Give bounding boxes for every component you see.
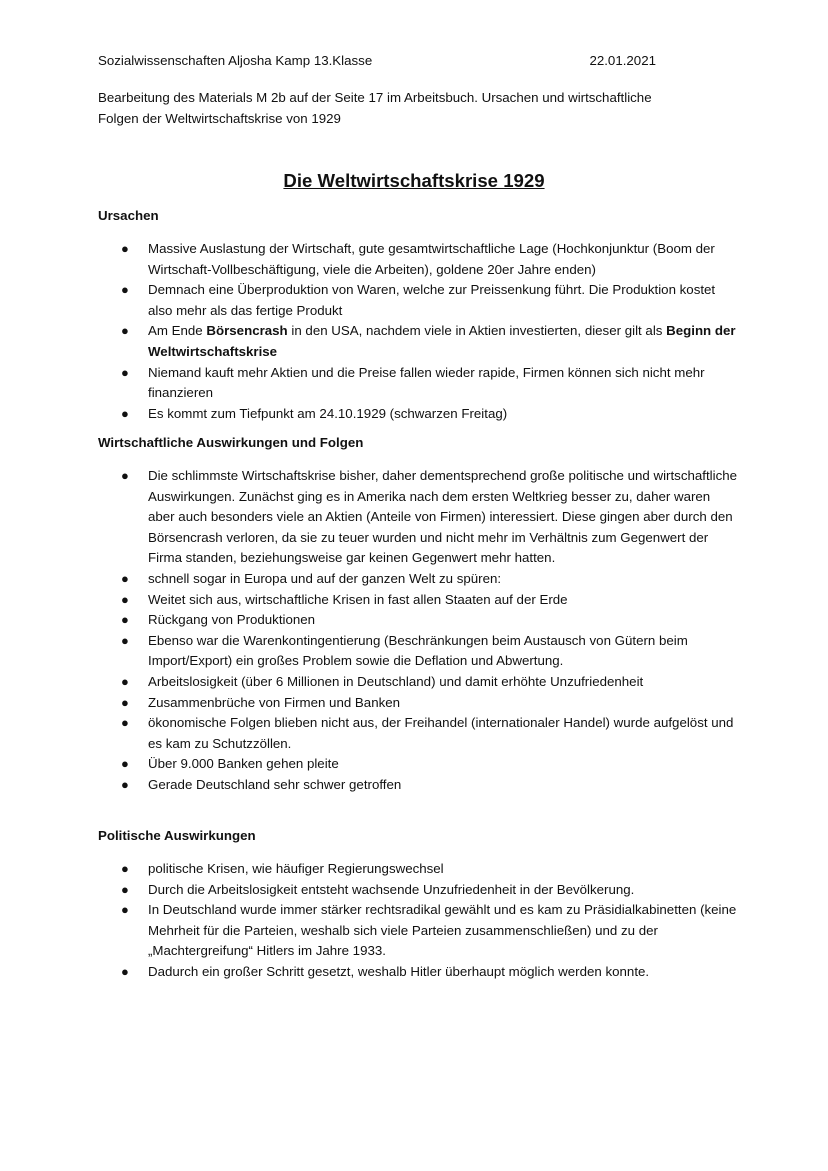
bullet-icon: ● [121, 881, 129, 897]
bullet-icon: ● [121, 405, 129, 421]
bullet-icon: ● [121, 715, 129, 731]
list-item: ● Über 9.000 Banken gehen pleite [98, 754, 738, 775]
header-date: 22.01.2021 [589, 53, 656, 68]
list-item: ● Es kommt zum Tiefpunkt am 24.10.1929 (schwarzen Freitag) [98, 404, 738, 425]
document-title: Die Weltwirtschaftskrise 1929 [283, 170, 545, 191]
bullet-list [98, 466, 738, 796]
bullet-icon: ● [121, 570, 129, 586]
section-wirtschaftliche-auswirkungen [98, 432, 738, 796]
bold-term: Börsencrash [206, 323, 288, 339]
list-item: ● Demnach eine Überproduktion von Waren, welche zur Preissenkung führt. Die Produktion kostet also mehr als das fertige Produkt [121, 282, 716, 318]
list-item: ● schnell sogar in Europa und auf der ganzen Welt zu spüren: [98, 569, 738, 590]
list-item: ● Ebenso war die Warenkontingentierung (Beschränkungen beim Austausch von Gütern beim Import/Export) ein großes Problem sowie die Deflation und Abwertung. [121, 632, 688, 669]
bullet-icon: ● [121, 673, 129, 689]
bullet-list [98, 239, 738, 424]
list-item: ● Durch die Arbeitslosigkeit entsteht wachsende Unzufriedenheit in der Bevölkerung. [98, 880, 738, 901]
list-item: ● Rückgang von Produktionen [98, 610, 738, 631]
list-item: ● politische Krisen, wie häufiger Regierungswechsel [98, 859, 738, 880]
bullet-icon: ● [121, 282, 129, 298]
bullet-icon: ● [121, 963, 129, 979]
list-item: ● Arbeitslosigkeit (über 6 Millionen in Deutschland) und damit erhöhte Unzufriedenheit [98, 672, 738, 693]
intro-line: Bearbeitung des Materials M 2b auf der Seite 17 im Arbeitsbuch. Ursachen und wirtschaftliche [98, 90, 652, 105]
header-author-class: Sozialwissenschaften Aljosha Kamp 13.Klasse [98, 53, 373, 68]
bullet-icon: ● [121, 612, 129, 628]
list-item: ● Zusammenbrüche von Firmen und Banken [98, 693, 738, 714]
bullet-icon: ● [121, 364, 129, 380]
bullet-icon: ● [121, 632, 129, 648]
section-politische-auswirkungen [98, 825, 738, 983]
bullet-icon: ● [121, 902, 129, 918]
intro-line: Folgen der Weltwirtschaftskrise von 1929 [98, 110, 341, 126]
bullet-list [98, 859, 738, 983]
bullet-icon: ● [121, 468, 129, 483]
page-header [98, 51, 656, 72]
bullet-icon: ● [121, 861, 129, 876]
list-item: ● In Deutschland wurde immer stärker rechtsradikal gewählt und es kam zu Präsidialkabinetten (keine Mehrheit für die Parteien, weshalb sich viele Parteien zusammenschließen) und zu der „Machtergreifung“ Hitlers im Jahre 1933. [121, 902, 737, 959]
bullet-icon: ● [121, 694, 129, 710]
intro-paragraph [98, 88, 738, 129]
list-item: ● Gerade Deutschland sehr schwer getroffen [98, 775, 738, 796]
section-heading: Wirtschaftliche Auswirkungen und Folgen [98, 435, 364, 450]
bullet-icon: ● [121, 323, 129, 339]
bullet-icon: ● [121, 776, 129, 792]
section-heading: Politische Auswirkungen [98, 828, 256, 843]
list-item: ● Niemand kauft mehr Aktien und die Preise fallen wieder rapide, Firmen können sich nicht mehr finanzieren [121, 364, 705, 401]
section-ursachen [98, 205, 738, 424]
bullet-icon: ● [121, 241, 129, 256]
bullet-icon: ● [121, 591, 129, 607]
list-item: ● Die schlimmste Wirtschaftskrise bisher, daher dementsprechend große politische und wirtschaftliche Auswirkungen. Zunächst ging es in Amerika nach dem ersten Weltkrieg besser zu, daher waren aber auch besonders viele an Aktien (Anteile von Firmen) interessiert. Diese gingen aber durch den Börsencrash verloren, da sie zu teuer wurden und nicht mehr im Verhältnis zum Gegenwert der Firma standen, beziehungsweise gar keinen Gegenwert mehr hatten. [121, 468, 738, 566]
list-item: ● Weitet sich aus, wirtschaftliche Krisen in fast allen Staaten auf der Erde [98, 590, 738, 611]
bullet-icon: ● [121, 756, 129, 772]
section-heading: Ursachen [98, 208, 159, 223]
list-item: ● Massive Auslastung der Wirtschaft, gute gesamtwirtschaftliche Lage (Hochkonjunktur (Boom der Wirtschaft-Vollbeschäftigung, viele die Arbeiten), goldene 20er Jahre enden) [121, 241, 715, 277]
list-item: ● Dadurch ein großer Schritt gesetzt, weshalb Hitler überhaupt möglich werden konnte. [98, 962, 738, 983]
list-item: ● Am Ende Börsencrash in den USA, nachdem viele in Aktien investierten, dieser gilt als Beginn der Weltwirtschaftskrise [121, 323, 736, 359]
list-item: ● ökonomische Folgen blieben nicht aus, der Freihandel (internationaler Handel) wurde aufgelöst und es kam zu Schutzzöllen. [121, 715, 734, 751]
bold-term: Beginn der Weltwirtschaftskrise [148, 323, 736, 359]
